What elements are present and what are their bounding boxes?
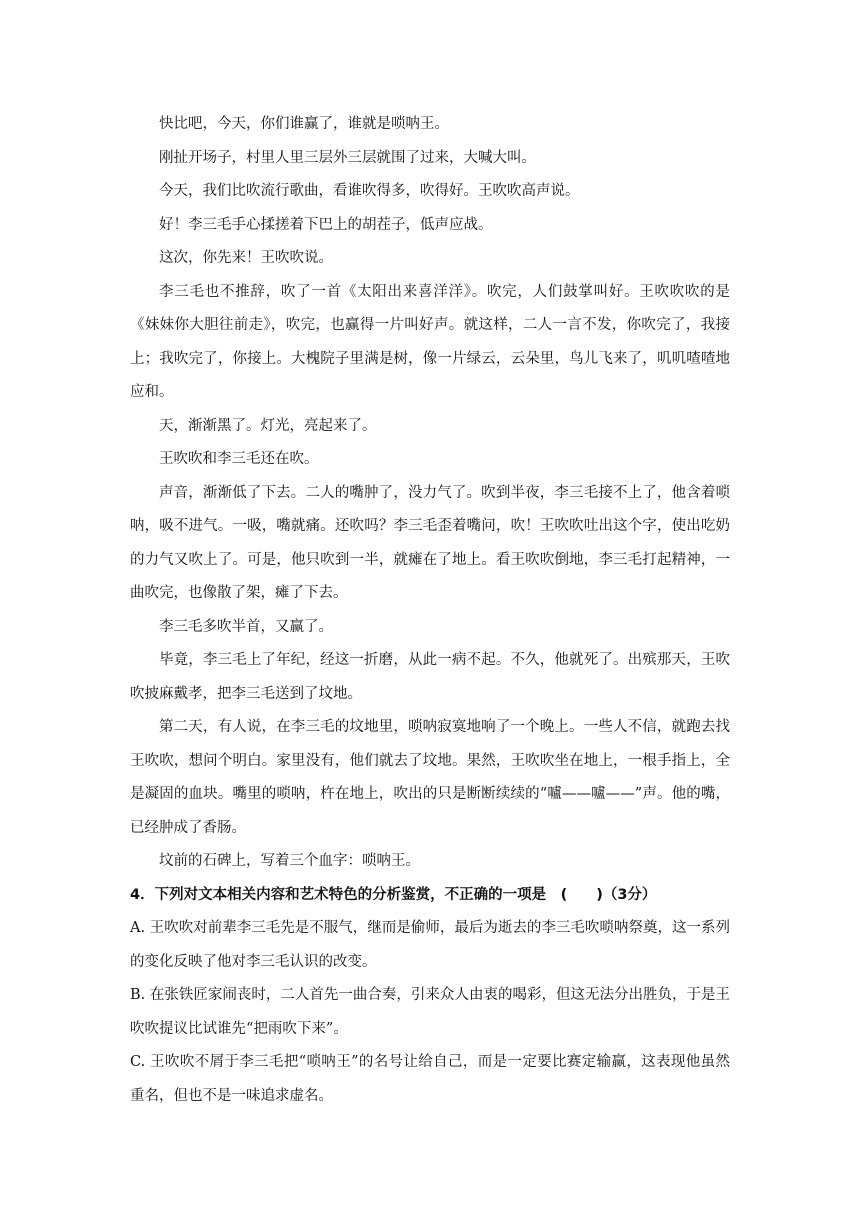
paragraph: 第二天，有人说，在李三毛的坟地里，唢呐寂寞地响了一个晚上。一些人不信，就跑去找王吹吹，想问个明白。家里没有，他们就去了坟地。果然，王吹吹坐在地上，一根手指上，全是凝固的血块。嘴里的唢呐，杵在地上，吹出的只是断断续续的“嚧——嚧——”声。他的嘴，已经肿成了香肠。 — [130, 719, 730, 836]
paragraph: 好！李三毛手心揉搓着下巴上的胡茬子，低声应战。 — [159, 216, 493, 233]
paragraph: 李三毛多吹半首，又赢了。 — [159, 618, 333, 635]
document-page — [130, 108, 730, 1113]
paragraph: 王吹吹和李三毛还在吹。 — [159, 451, 319, 467]
paragraph: 快比吧，今天，你们谁赢了，谁就是唢呐王。 — [159, 116, 449, 132]
option-c: C. 王吹吹不屑于李三毛把“唢呐王”的名号让给自己，而是一定要比赛定输赢，这表现他虽然重名，但也不是一味追求虚名。 — [130, 1054, 730, 1104]
paragraph: 声音，渐渐低了下去。二人的嘴肿了，没力气了。吹到半夜，李三毛接不上了，他含着唢呐，吸不进气。一吸，嘴就痛。还吹吗？李三毛歪着嘴问，吹！王吹吹吐出这个字，使出吃奶的力气又吹上了。可是，他只吹到一半，就瘫在了地上。看王吹吹倒地，李三毛打起精神，一曲吹完，也像散了架，瘫了下去。 — [130, 484, 730, 601]
paragraph: 坟前的石碑上，写着三个血字：唢呐王。 — [159, 853, 420, 869]
option-b: B. 在张铁匠家闹丧时，二人首先一曲合奏，引来众人由衷的喝彩，但这无法分出胜负，于是王吹吹提议比试谁先“把雨吹下来”。 — [130, 987, 730, 1037]
paragraph: 刚扯开场子，村里人里三层外三层就围了过来，大喊大叫。 — [159, 149, 536, 166]
paragraph: 今天，我们比吹流行歌曲，看谁吹得多，吹得好。王吹吹高声说。 — [159, 183, 580, 199]
paragraph: 天，渐渐黑了。灯光，亮起来了。 — [159, 417, 377, 434]
paragraph: 这次，你先来！王吹吹说。 — [159, 250, 333, 266]
paragraph: 毕竟，李三毛上了年纪，经这一折磨，从此一病不起。不久，他就死了。出殡那天，王吹吹披麻戴孝，把李三毛送到了坟地。 — [130, 652, 730, 702]
paragraph: 李三毛也不推辞，吹了一首《太阳出来喜洋洋》。吹完，人们鼓掌叫好。王吹吹吹的是《妹妹你大胆往前走》，吹完，也赢得一片叫好声。就这样，二人一言不发，你吹完了，我接上；我吹完了，你接上。大槐院子里满是树，像一片绿云，云朵里，鸟儿飞来了，叽叽喳喳地应和。 — [130, 283, 730, 400]
question-title: 4．下列对文本相关内容和艺术特色的分析鉴赏，不正确的一项是 ( )（3分） — [130, 886, 657, 903]
option-a: A. 王吹吹对前辈李三毛先是不服气，继而是偷师，最后为逝去的李三毛吹唢呐祭奠，这一系列的变化反映了他对李三毛认识的改变。 — [130, 920, 730, 970]
